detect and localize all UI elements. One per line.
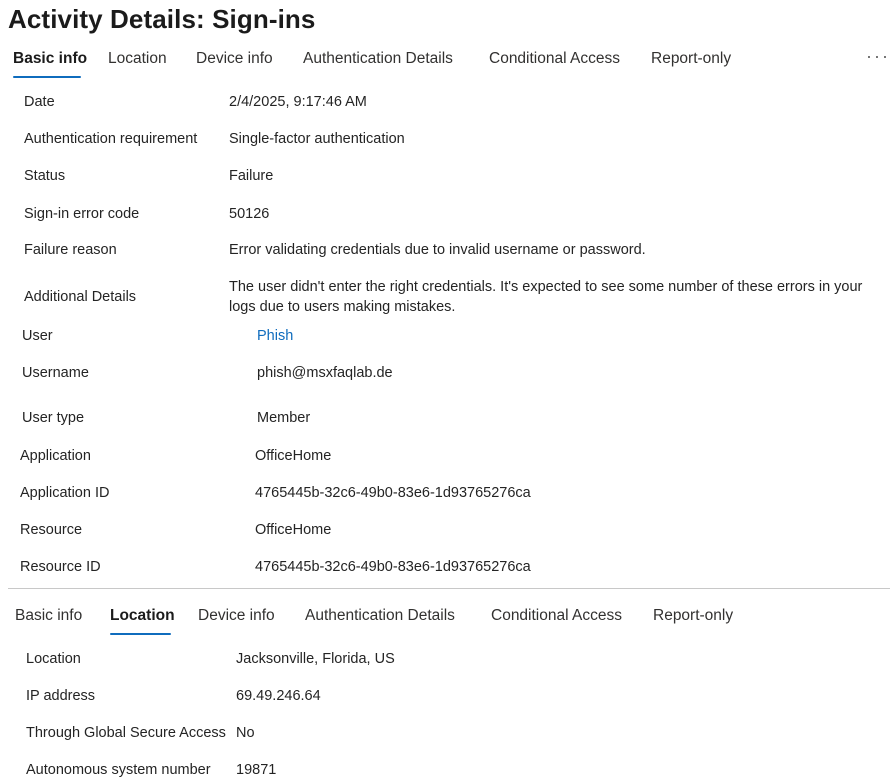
asn-value: 19871 (236, 762, 277, 778)
tab-report-only[interactable]: Report-only (651, 50, 732, 67)
user-label: User (22, 328, 53, 344)
failure-reason-value: Error validating credentials due to invalid username or password. (229, 242, 646, 258)
status-label: Status (24, 168, 66, 184)
location-label: Location (26, 651, 81, 667)
user-type-label: User type (22, 410, 85, 426)
application-id-value: 4765445b-32c6-49b0-83e6-1d93765276ca (255, 485, 531, 501)
error-code-value: 50126 (229, 206, 270, 222)
active-tab-indicator (13, 76, 81, 78)
tab-authentication-details[interactable]: Authentication Details (303, 50, 453, 67)
tab-device-info[interactable]: Device info (198, 607, 275, 624)
asn-label: Autonomous system number (26, 762, 211, 778)
user-type-value: Member (257, 410, 311, 426)
resource-label: Resource (20, 522, 83, 538)
active-tab-indicator (110, 633, 171, 635)
ip-address-label: IP address (26, 688, 96, 704)
date-value: 2/4/2025, 9:17:46 AM (229, 94, 367, 110)
tab-basic-info[interactable]: Basic info (13, 50, 88, 67)
additional-details-value: The user didn't enter the right credentials. It's expected to see some number of these errors in your logs due to users making mistakes. (229, 279, 863, 315)
application-label: Application (20, 448, 91, 464)
tab-authentication-details[interactable]: Authentication Details (305, 607, 455, 624)
user-link[interactable]: Phish (257, 328, 294, 344)
more-options-icon[interactable]: ··· (866, 46, 890, 66)
auth-requirement-label: Authentication requirement (24, 131, 198, 147)
application-value: OfficeHome (255, 448, 332, 464)
tab-conditional-access[interactable]: Conditional Access (489, 50, 620, 67)
global-secure-access-value: No (236, 725, 255, 741)
application-id-label: Application ID (20, 485, 110, 501)
page-title: Activity Details: Sign-ins (8, 4, 316, 34)
username-value: phish@msxfaqlab.de (257, 365, 393, 381)
username-label: Username (22, 365, 89, 381)
section-divider (8, 588, 890, 589)
status-value: Failure (229, 168, 274, 184)
tab-conditional-access[interactable]: Conditional Access (491, 607, 622, 624)
location-value: Jacksonville, Florida, US (236, 651, 395, 667)
tab-location[interactable]: Location (110, 607, 175, 624)
resource-id-value: 4765445b-32c6-49b0-83e6-1d93765276ca (255, 559, 531, 575)
tab-report-only[interactable]: Report-only (653, 607, 734, 624)
tab-location[interactable]: Location (108, 50, 167, 67)
global-secure-access-label: Through Global Secure Access (26, 725, 226, 741)
tab-basic-info[interactable]: Basic info (15, 607, 83, 624)
ip-address-value: 69.49.246.64 (236, 688, 321, 704)
tab-device-info[interactable]: Device info (196, 50, 273, 67)
error-code-label: Sign-in error code (24, 206, 140, 222)
resource-id-label: Resource ID (20, 559, 101, 575)
resource-value: OfficeHome (255, 522, 332, 538)
date-label: Date (24, 94, 55, 110)
additional-details-label: Additional Details (24, 289, 137, 305)
auth-requirement-value: Single-factor authentication (229, 131, 405, 147)
failure-reason-label: Failure reason (24, 242, 117, 258)
